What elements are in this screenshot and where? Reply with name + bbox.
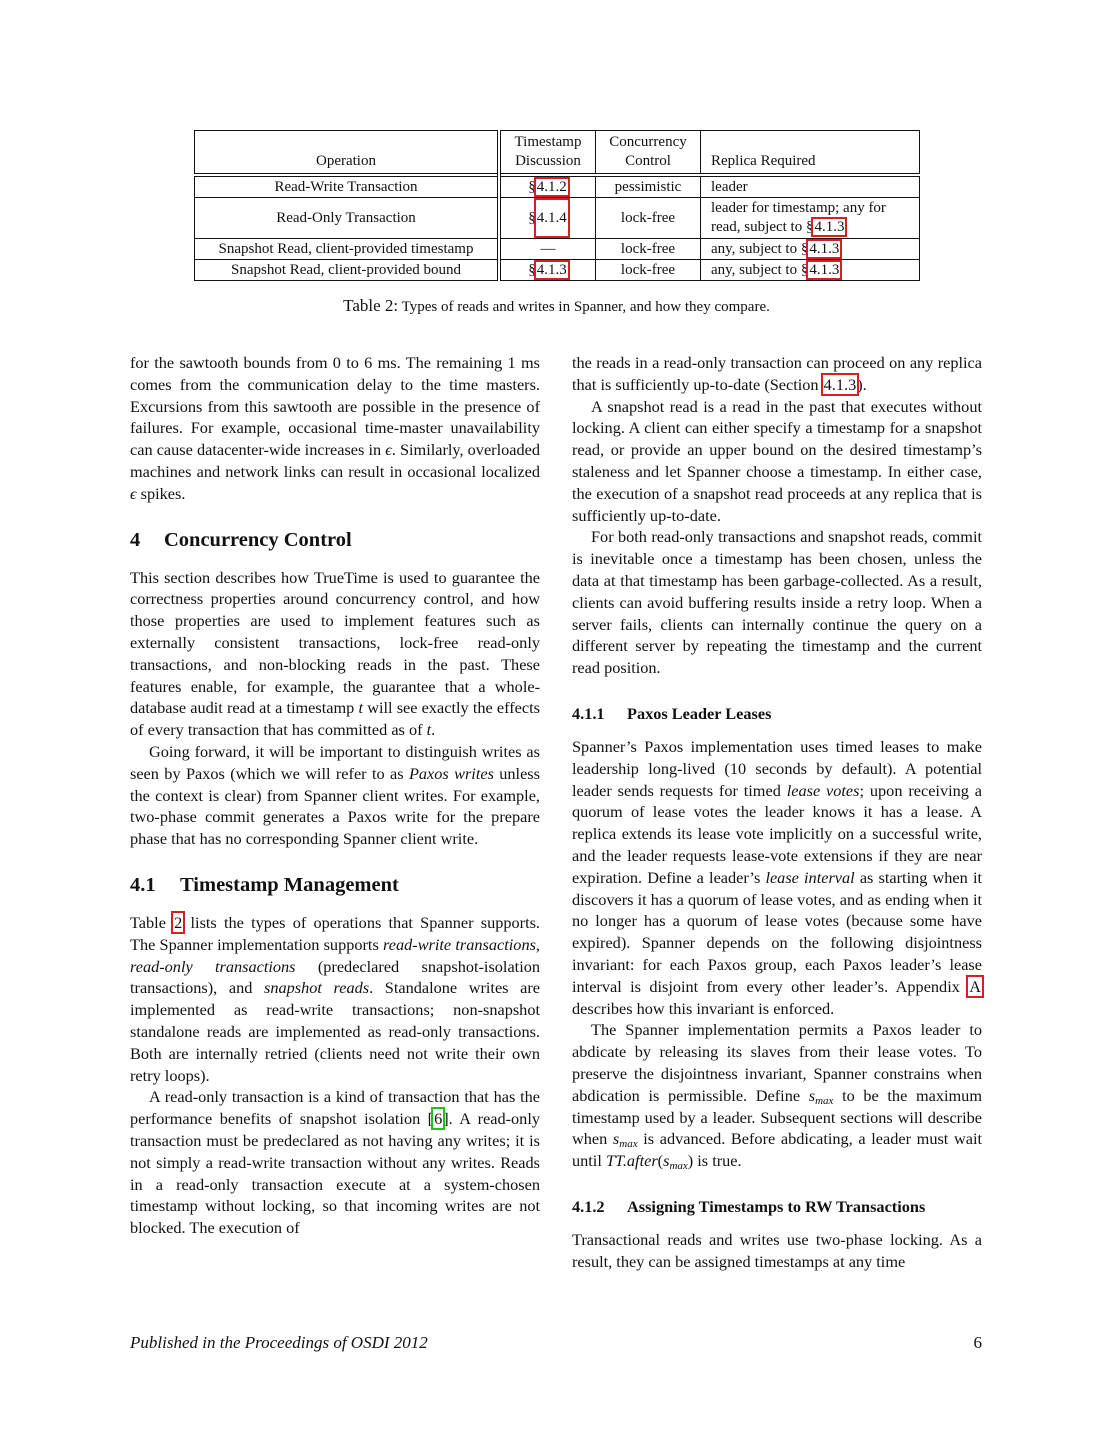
cell-replica [701, 198, 920, 239]
table-header-row [195, 131, 920, 176]
paragraph: A read-only transaction is a kind of transaction that has the performance benefits of snapshot isolation [6]. A read-only transaction must be predeclared as not having any writes; it is not simply a read-write transaction without any writes. Reads in a read-only transaction execute at a system-chosen timestamp without locking, so that incoming writes are not blocked. The execution of [130, 1087, 540, 1238]
cell-operation: Snapshot Read, client-provided timestamp [195, 239, 500, 260]
cell-concurrency: pessimistic [596, 175, 701, 198]
cell-concurrency: lock-free [596, 198, 701, 239]
section-symbol: § [800, 261, 809, 278]
s-max-symbol: $s_{max}$ [808, 1085, 834, 1107]
operations-table-wrapper [194, 130, 920, 281]
section-heading-4-1-2: 4.1.2 Assigning Timestamps to RW Transactions [572, 1196, 926, 1216]
table-row [195, 239, 920, 260]
footer-venue: Published in the Proceedings of OSDI 2012 [130, 1333, 428, 1352]
paragraph: for the sawtooth bounds from 0 to 6 ms. The remaining 1 ms comes from the communication delay to the time masters. Excursions from this sawtooth are possible in the presence of failures. For example, occasional time-master unavailability can cause datacenter-wide increases in ϵ. Similarly, overloaded machines and network links can result in occasional localized ϵ spikes. [130, 353, 540, 503]
cell-concurrency: lock-free [596, 260, 701, 281]
paragraph: Transactional reads and writes use two-phase locking. As a result, they can be assigned timestamps at any time [572, 1229, 982, 1271]
replica-text: any, subject to [711, 261, 798, 278]
replica-text: any, subject to [711, 240, 798, 257]
epsilon-symbol: ϵ [385, 440, 392, 460]
section-symbol: § [528, 178, 536, 195]
left-column [130, 352, 540, 1239]
cell-concurrency: lock-free [596, 239, 701, 260]
appendix-link-a[interactable]: A [969, 976, 981, 996]
cell-operation: Snapshot Read, client-provided bound [195, 260, 500, 281]
header-timestamp-discussion [499, 131, 596, 176]
paragraph: For both read-only transactions and snapshot reads, commit is inevitable once a timestamp has been chosen, unless the data at that timestamp has been garbage-collected. As a result, clients can avoid buffering results inside a retry loop. When a server fails, clients can internally continue the query on a different server by repeating the timestamp and the current read position. [572, 527, 982, 678]
page-number: 6 [973, 1333, 982, 1352]
header-concurrency-line1: Concurrency [609, 134, 687, 150]
table-link-2[interactable]: 2 [174, 912, 183, 932]
replica-text-line2: read, subject to [711, 219, 803, 235]
header-operation: Operation [195, 131, 500, 176]
section-heading-4-1-1: 4.1.1 Paxos Leader Leases [572, 703, 772, 723]
cell-timestamp: — [499, 239, 596, 260]
cell-timestamp [499, 175, 596, 198]
section-heading-4-1: 4.1 Timestamp Management [130, 873, 399, 896]
section-link-4-1-3[interactable]: 4.1.3 [823, 374, 857, 394]
section-symbol: § [528, 261, 536, 278]
paragraph: Spanner’s Paxos implementation uses timed leases to make leadership long-lived (10 seconds by default). A potential leader sends requests for timed lease votes; upon receiving a quorum of lease votes the leader knows it has a lease. A replica extends its lease vote implicitly on a successful write, and the leader requests lease-vote extensions if they are near expiration. Define a leader’s lease interval as starting when it discovers it has a quorum of lease votes, and as ending when it no longer has a quorum of lease votes (because some have expired). Spanner depends on the following disjointness invariant: for each Paxos group, each Paxos leader’s lease interval is disjoint from every other leader’s. Appendix A describes how this invariant is enforced. [572, 736, 982, 1018]
paragraph: Going forward, it will be important to distinguish writes as seen by Paxos (which we will refer to as Paxos writes unless the context is clear) from Spanner client writes. For example, two-phase commit generates a Paxos write for the prepare phase that has no corresponding Spanner client write. [130, 741, 540, 849]
section-link-4-1-3[interactable]: 4.1.3 [809, 261, 840, 278]
tt-after-function: TT.after [605, 1151, 658, 1171]
table-row [195, 175, 920, 198]
header-concurrency-control [596, 131, 701, 176]
citation-link-6[interactable]: 6 [434, 1109, 443, 1129]
paragraph: A snapshot read is a read in the past that executes without locking. A client can either specify a timestamp for a snapshot read, or provide an upper bound on the desired timestamp’s staleness and let Spanner choose a timestamp. In either case, the execution of a snapshot read proceeds at any replica that is sufficiently up-to-date. [572, 396, 982, 525]
table-row [195, 260, 920, 281]
paragraph: Table 2 lists the types of operations that Spanner supports. The Spanner implementation supports read-write transactions, read-only transactions (predeclared snapshot-isolation transactions), and snapshot reads. Standalone writes are implemented as read-write transactions; non-snapshot standalone reads are implemented as read-only transactions. Both are internally retried (clients need not write their own retry loops). [130, 912, 541, 1085]
paragraph: This section describes how TrueTime is used to guarantee the correctness properties around concurrency control, and how those properties are used to implement features such as externally consistent transactions, lock-free read-only transactions, and non-blocking reads in the past. These features enable, for example, the guarantee that a whole-database audit read at a timestamp t will see exactly the effects of every transaction that has committed as of t. [130, 567, 540, 740]
section-symbol: § [805, 219, 814, 235]
right-column [572, 352, 982, 1272]
table-caption [0, 296, 1113, 316]
cell-operation: Read-Write Transaction [195, 175, 500, 198]
s-max-symbol: $s_{max}$ [663, 1151, 688, 1173]
section-symbol: § [800, 240, 809, 257]
table-row [195, 198, 920, 239]
cell-replica: leader [701, 175, 920, 198]
header-timestamp-line1: Timestamp [514, 134, 582, 150]
replica-text-line1: leader for timestamp; any for [711, 200, 886, 216]
cell-timestamp [499, 260, 596, 281]
paragraph: the reads in a read-only transaction can proceed on any replica that is sufficiently up-to-date (Section 4.1.3). [572, 353, 982, 394]
section-link-4-1-3[interactable]: 4.1.3 [809, 240, 840, 257]
section-heading-4: 4 Concurrency Control [130, 528, 352, 551]
caption-label: Table 2: [343, 296, 399, 315]
section-link-4-1-2[interactable]: 4.1.2 [536, 178, 567, 195]
section-link-4-1-4[interactable]: 4.1.4 [536, 200, 568, 236]
section-link-4-1-3[interactable]: 4.1.3 [814, 219, 845, 235]
paragraph: The Spanner implementation permits a Paxos leader to abdicate by releasing its slaves from their lease votes. To preserve the disjointness invariant, Spanner constrains when abdication is permissible. Define $s_{max}$ to be the maximum timestamp used by a leader. Subsequent sections will describe when $s_{max}$ is advanced. Before abdicating, a leader must wait until $TT.after(s_{max})$ is true. [572, 1020, 983, 1173]
caption-text: Types of reads and writes in Spanner, and how they compare. [401, 299, 770, 315]
cell-replica [701, 239, 920, 260]
operations-table [194, 130, 920, 281]
s-max-symbol: $s_{max}$ [612, 1129, 638, 1151]
epsilon-symbol: ϵ [130, 483, 137, 503]
header-timestamp-line2: Discussion [515, 153, 581, 169]
cell-timestamp [499, 198, 596, 239]
section-link-4-1-3[interactable]: 4.1.3 [536, 261, 567, 278]
header-concurrency-line2: Control [625, 153, 671, 169]
header-replica-required: Replica Required [701, 131, 920, 176]
cell-operation: Read-Only Transaction [195, 198, 500, 239]
section-symbol: § [528, 210, 536, 226]
cell-replica [701, 260, 920, 281]
